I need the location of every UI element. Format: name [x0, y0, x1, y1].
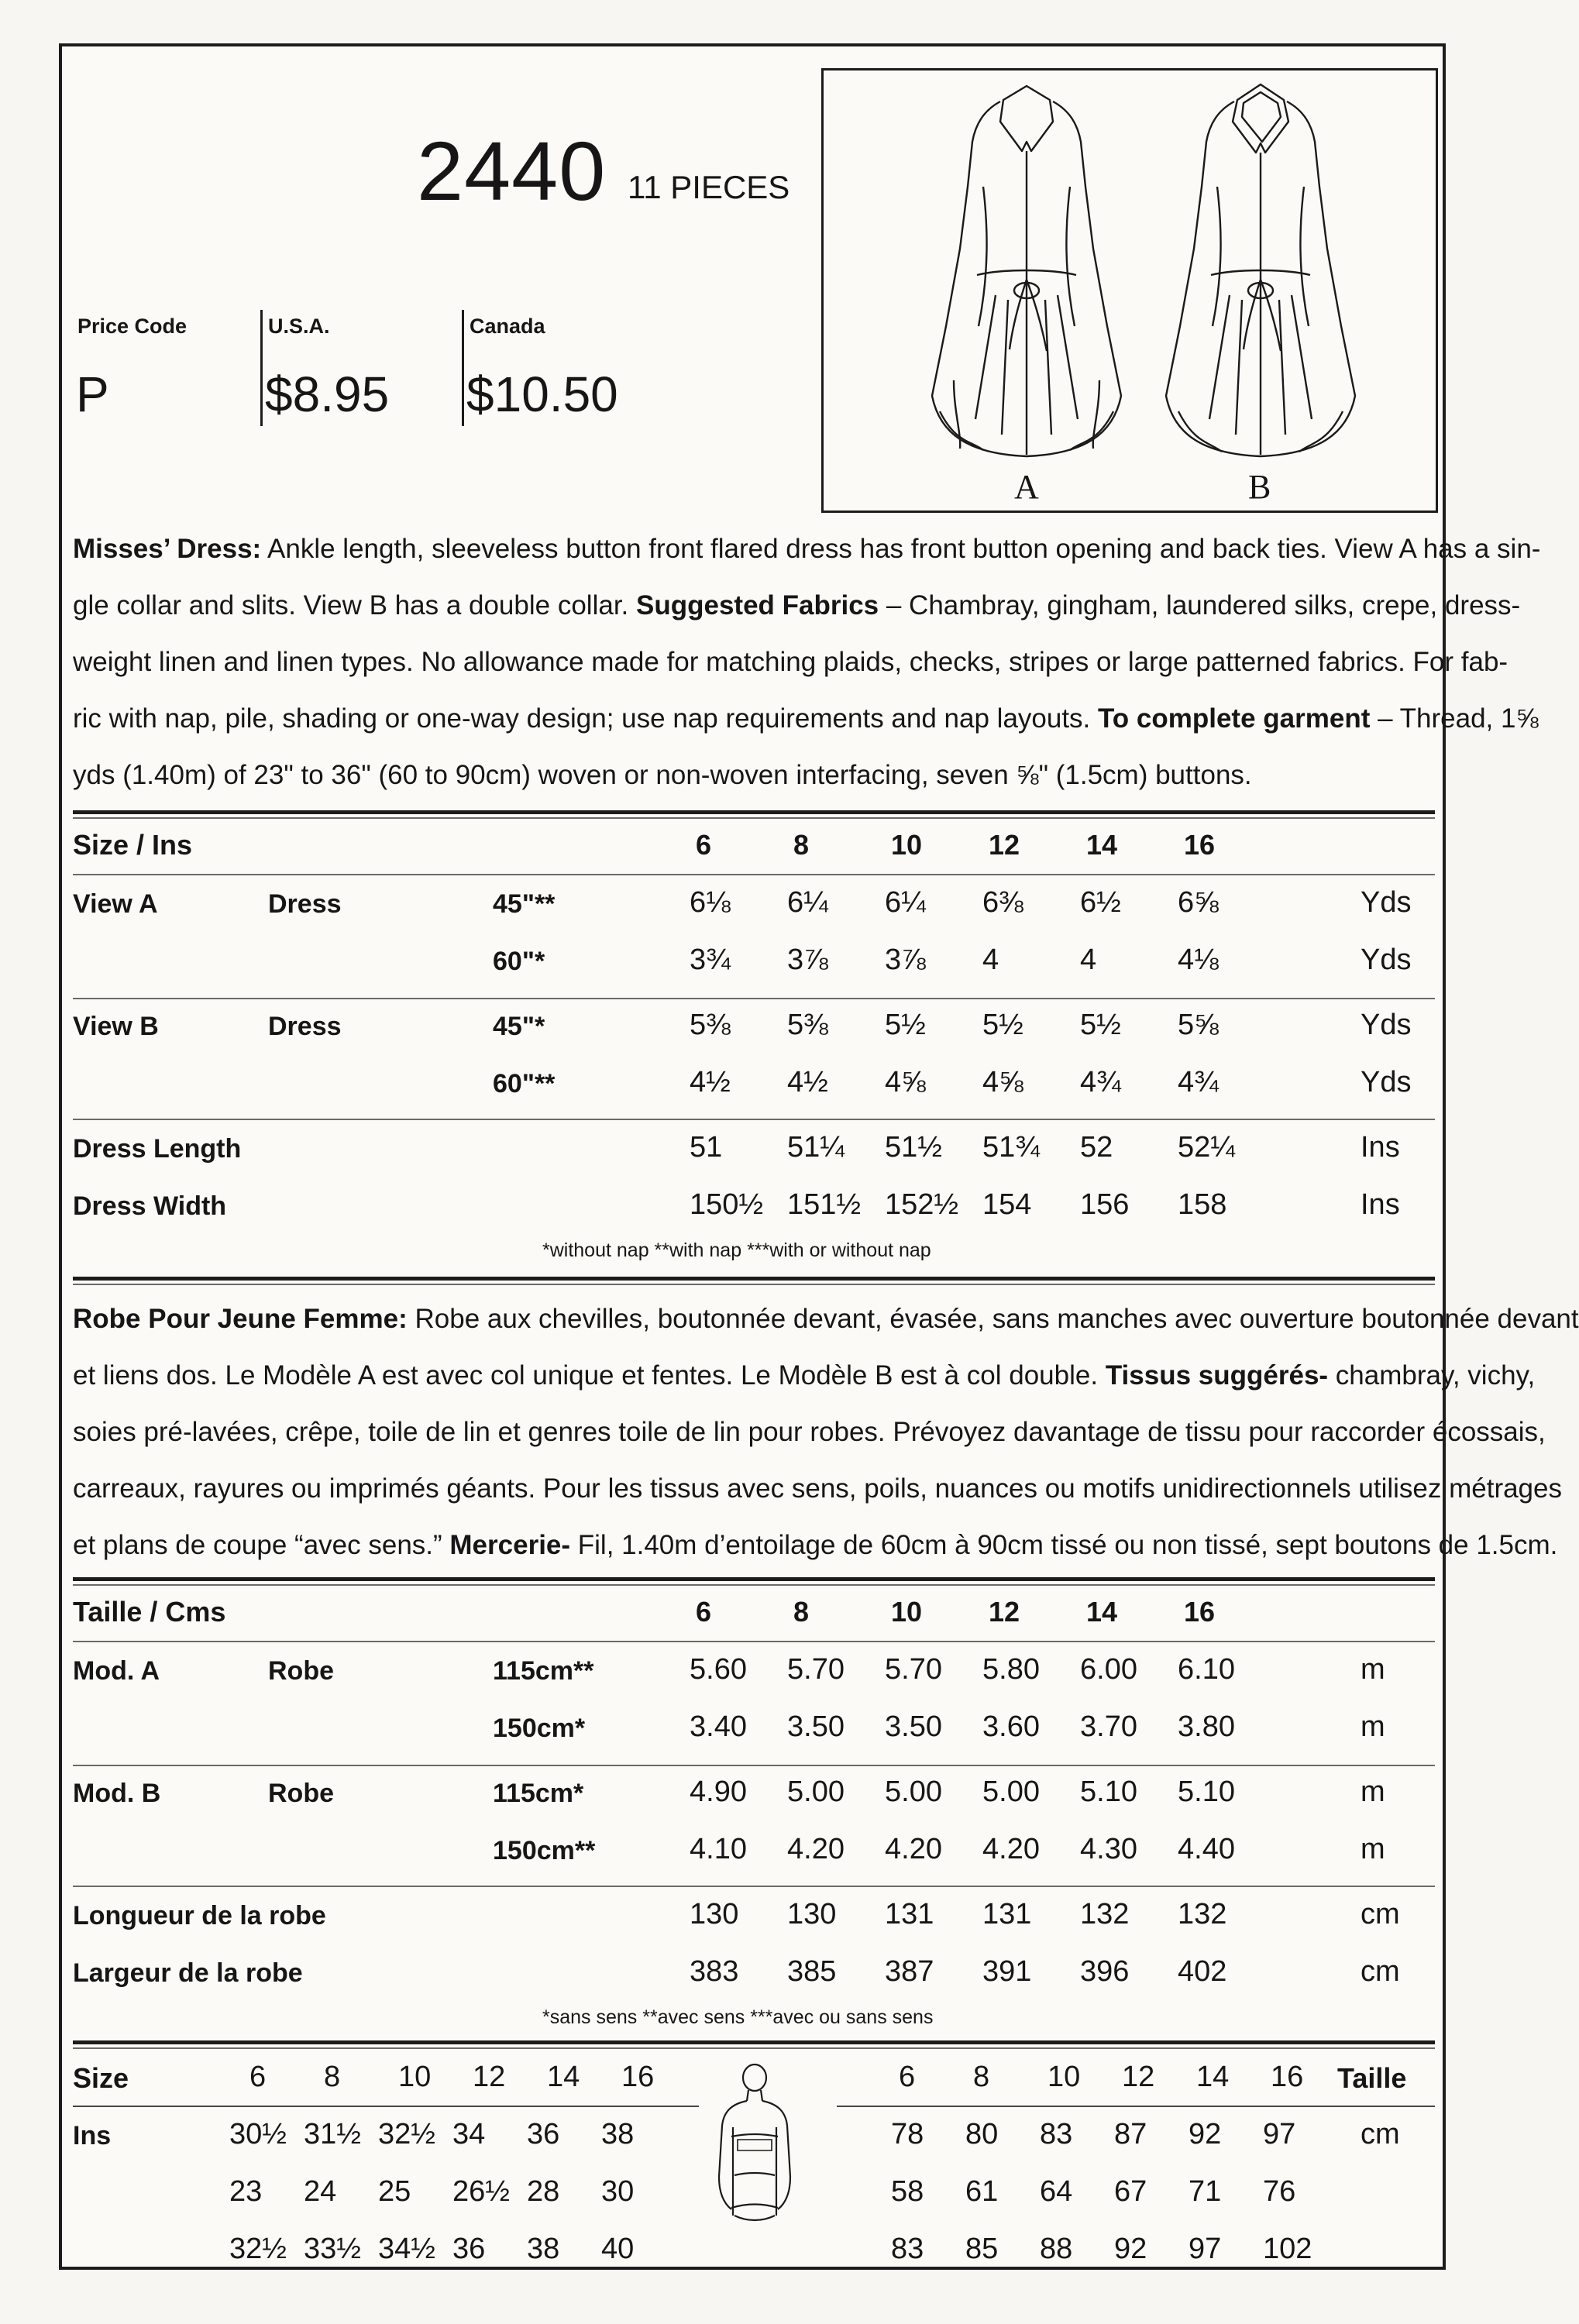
yardage-value: 5.00: [885, 1776, 942, 1808]
yardage-value: 6½: [1080, 886, 1121, 919]
french-description: [73, 1291, 1579, 1573]
size-column-header: 6: [249, 2061, 267, 2093]
yardage-value: 4.20: [885, 1833, 942, 1865]
size-column-header: 16: [1184, 829, 1216, 861]
fabric-width-label: 115cm**: [493, 1656, 594, 1686]
body-measure-value: 25: [378, 2175, 411, 2208]
body-measure-value: 40: [601, 2233, 635, 2265]
desc-bold: Robe Pour Jeune Femme:: [73, 1304, 408, 1334]
table-rule: [73, 1119, 1435, 1120]
desc-text: chambray, vichy,: [1328, 1360, 1536, 1391]
yardage-value: 5.80: [982, 1653, 1040, 1686]
desc-text: carreaux, rayures ou imprimés géants. Pour les tissus avec sens, poils, nuances ou motifs unidirectionnels utilisez métrages: [73, 1473, 1562, 1504]
measure-value: 154: [982, 1188, 1032, 1221]
nap-footnote: *without nap **with nap ***with or without nap: [542, 1239, 931, 1261]
body-measure-value: 32½: [229, 2233, 287, 2265]
yardage-value: 6.10: [1178, 1653, 1235, 1686]
unit-label: m: [1361, 1710, 1385, 1743]
yardage-value: 3.50: [885, 1710, 942, 1743]
measure-value: 152½: [885, 1188, 959, 1221]
yardage-value: 4⅛: [1178, 944, 1219, 976]
size-column-header: 6: [696, 829, 712, 861]
pattern-envelope-back: [59, 43, 1579, 2270]
garment-label: Robe: [268, 1656, 334, 1686]
yardage-value: 4.90: [690, 1776, 747, 1808]
measure-value: 51¾: [982, 1131, 1040, 1164]
yardage-value: 5½: [885, 1009, 926, 1041]
desc-line: [73, 747, 1435, 803]
desc-bold: Misses’ Dress:: [73, 534, 262, 564]
unit-label: Yds: [1361, 886, 1412, 919]
measure-value: 151½: [787, 1188, 862, 1221]
measure-value: 385: [787, 1955, 837, 1988]
body-measure-value: 38: [601, 2118, 635, 2150]
size-column-header: 8: [793, 1596, 810, 1628]
view-b-label: B: [1248, 468, 1271, 506]
size-column-header: 10: [398, 2061, 432, 2093]
desc-line: [73, 577, 1521, 634]
yardage-value: 6.00: [1080, 1653, 1137, 1686]
desc-text: et liens dos. Le Modèle A est avec col unique et fentes. Le Modèle B est à col double.: [73, 1360, 1106, 1391]
yardage-value: 3.70: [1080, 1710, 1137, 1743]
desc-text: weight linen and linen types. No allowance made for matching plaids, checks, stripes or large patterned fabrics. For fab-: [73, 647, 1508, 677]
fabric-width-label: 115cm*: [493, 1779, 584, 1808]
yardage-value: 5½: [1080, 1009, 1121, 1041]
measure-value: 131: [982, 1898, 1032, 1930]
measure-value: 131: [885, 1898, 934, 1930]
size-column-header: 6: [899, 2061, 916, 2093]
section-rule: [73, 810, 1435, 814]
price-divider: [462, 310, 464, 426]
measure-value: 383: [690, 1955, 739, 1988]
body-measure-value: 61: [965, 2175, 999, 2208]
section-rule: [73, 1277, 1435, 1281]
yardage-value: 3⅞: [787, 944, 828, 976]
nap-footnote: *sans sens **avec sens ***avec ou sans sens: [542, 2006, 934, 2028]
table-rule: [837, 2106, 1435, 2107]
fabric-width-label: 150cm**: [493, 1836, 596, 1865]
measure-value: 130: [690, 1898, 739, 1930]
size-column-header: 16: [1184, 1596, 1216, 1628]
unit-label: Yds: [1361, 1066, 1412, 1098]
table-rule: [73, 998, 1435, 999]
yardage-value: 4.10: [690, 1833, 747, 1865]
size-column-header: 10: [891, 1596, 923, 1628]
measure-value: 150½: [690, 1188, 764, 1221]
size-column-header: 16: [1271, 2061, 1304, 2093]
desc-line: [73, 521, 1541, 577]
usa-label: U.S.A.: [268, 315, 330, 338]
body-measure-value: 32½: [378, 2118, 435, 2150]
desc-bold: Tissus suggérés-: [1105, 1360, 1329, 1391]
yardage-value: 4½: [787, 1066, 828, 1098]
body-measure-value: 36: [452, 2233, 486, 2265]
body-measure-value: 34: [452, 2118, 486, 2150]
desc-text: soies pré-lavées, crêpe, toile de lin et genres toile de lin pour robes. Prévoyez davantage de tissu pour raccorder écossais,: [73, 1417, 1546, 1447]
desc-text: gle collar and slits. View B has a double collar.: [73, 590, 636, 621]
body-measure-value: 28: [527, 2175, 560, 2208]
measure-value: 396: [1080, 1955, 1130, 1988]
yardage-value: 4.30: [1080, 1833, 1137, 1865]
yardage-value: 5.00: [787, 1776, 845, 1808]
body-measure-value: 83: [1040, 2118, 1073, 2150]
yardage-value: 5.70: [885, 1653, 942, 1686]
body-measure-value: 83: [891, 2233, 924, 2265]
view-label: View A: [73, 889, 158, 919]
yardage-value: 3.40: [690, 1710, 747, 1743]
yardage-value: 6¼: [787, 886, 828, 919]
canada-label: Canada: [470, 315, 545, 338]
yardage-value: 4½: [690, 1066, 731, 1098]
measure-value: 158: [1178, 1188, 1227, 1221]
body-measure-value: 24: [304, 2175, 337, 2208]
yardage-value: 5.00: [982, 1776, 1040, 1808]
body-measure-value: 36: [527, 2118, 560, 2150]
unit-label: cm: [1361, 1955, 1400, 1988]
size-header-label: Size / Ins: [73, 829, 193, 861]
dress-view-a-drawing: [932, 86, 1121, 456]
body-measure-value: 85: [965, 2233, 999, 2265]
desc-line: [73, 1347, 1536, 1404]
measure-value: 391: [982, 1955, 1032, 1988]
section-rule: [73, 1584, 1435, 1586]
yardage-value: 3.50: [787, 1710, 845, 1743]
body-measure-value: 97: [1189, 2233, 1222, 2265]
garment-label: Robe: [268, 1779, 334, 1808]
usa-price: $8.95: [265, 366, 390, 422]
unit-label: m: [1361, 1833, 1385, 1865]
yardage-value: 4¾: [1080, 1066, 1121, 1098]
body-measure-value: 71: [1189, 2175, 1222, 2208]
unit-label: Yds: [1361, 944, 1412, 976]
unit-label: Yds: [1361, 1009, 1412, 1041]
view-label: Mod. A: [73, 1656, 160, 1686]
size-column-header: 10: [1048, 2061, 1081, 2093]
measure-value: 132: [1080, 1898, 1130, 1930]
size-column-header: 14: [547, 2061, 580, 2093]
measure-value: 51: [690, 1131, 723, 1164]
size-column-header: 14: [1086, 829, 1118, 861]
pattern-number: 2440: [417, 124, 607, 218]
yardage-value: 5.10: [1178, 1776, 1235, 1808]
size-column-header: 8: [793, 829, 810, 861]
yardage-value: 4⅝: [982, 1066, 1023, 1098]
measure-label: Longueur de la robe: [73, 1901, 326, 1930]
yardage-value: 5⅜: [690, 1009, 731, 1041]
dress-views-illustration: [824, 70, 1440, 515]
yardage-value: 5.70: [787, 1653, 845, 1686]
yardage-value: 3¾: [690, 944, 731, 976]
body-measure-value: 64: [1040, 2175, 1073, 2208]
size-header-label: Taille: [1337, 2062, 1407, 2094]
measure-value: 132: [1178, 1898, 1227, 1930]
measure-value: 156: [1080, 1188, 1130, 1221]
table-rule: [73, 1641, 1435, 1642]
unit-label: cm: [1361, 2118, 1400, 2150]
size-column-header: 8: [324, 2061, 341, 2093]
garment-label: Dress: [268, 889, 342, 919]
body-measure-value: 58: [891, 2175, 924, 2208]
body-measure-value: 92: [1189, 2118, 1222, 2150]
size-column-header: 12: [1122, 2061, 1155, 2093]
section-rule: [73, 1577, 1435, 1581]
canada-price: $10.50: [466, 366, 618, 422]
measure-label: Dress Length: [73, 1134, 242, 1164]
desc-text: et plans de coupe “avec sens.”: [73, 1530, 450, 1560]
section-rule: [73, 2047, 1435, 2049]
yardage-value: 5⅝: [1178, 1009, 1219, 1041]
desc-line: [73, 634, 1508, 690]
body-measure-value: 38: [527, 2233, 560, 2265]
body-measure-value: 92: [1114, 2233, 1147, 2265]
yardage-value: 5½: [982, 1009, 1023, 1041]
size-header-label: Size: [73, 2062, 129, 2094]
dress-view-b-drawing: [1166, 84, 1355, 456]
size-column-header: 10: [891, 829, 923, 861]
measure-value: 51¼: [787, 1131, 845, 1164]
table-rule: [73, 1886, 1435, 1887]
body-measure-value: 30: [601, 2175, 635, 2208]
body-measure-value: 80: [965, 2118, 999, 2150]
body-measure-value: 102: [1263, 2233, 1312, 2265]
measure-label: Dress Width: [73, 1191, 227, 1221]
body-figure-icon: [708, 2061, 801, 2231]
measure-value: 402: [1178, 1955, 1227, 1988]
body-measure-value: 87: [1114, 2118, 1147, 2150]
desc-text: – Thread, 1⅝: [1370, 703, 1539, 734]
desc-bold: Suggested Fabrics: [636, 590, 879, 621]
garment-label: Dress: [268, 1012, 342, 1041]
desc-text: Ankle length, sleeveless button front flared dress has front button opening and back ties. View A has a sin-: [261, 534, 1541, 564]
table-rule: [73, 874, 1435, 875]
measure-label: Largeur de la robe: [73, 1958, 303, 1988]
size-column-header: 14: [1086, 1596, 1118, 1628]
yardage-value: 4: [982, 944, 999, 976]
view-label: Mod. B: [73, 1779, 161, 1808]
fabric-width-label: 45"*: [493, 1012, 545, 1041]
yardage-value: 5.60: [690, 1653, 747, 1686]
section-rule: [73, 1284, 1435, 1285]
price-divider: [260, 310, 263, 426]
size-column-header: 16: [621, 2061, 655, 2093]
yardage-value: 3.80: [1178, 1710, 1235, 1743]
size-column-header: 8: [973, 2061, 990, 2093]
body-measure-value: 33½: [304, 2233, 361, 2265]
yardage-value: 6⅛: [690, 886, 731, 919]
yardage-value: 4.20: [787, 1833, 845, 1865]
unit-label: Ins: [1361, 1131, 1400, 1164]
view-a-label: A: [1014, 468, 1039, 506]
desc-line: [73, 690, 1539, 747]
yardage-value: 5⅜: [787, 1009, 828, 1041]
body-measure-value: 76: [1263, 2175, 1296, 2208]
measure-value: 387: [885, 1955, 934, 1988]
measure-value: 52: [1080, 1131, 1113, 1164]
desc-line: [73, 1460, 1562, 1517]
yardage-value: 3.60: [982, 1710, 1040, 1743]
price-code: P: [76, 366, 109, 422]
yardage-value: 4⅝: [885, 1066, 926, 1098]
yardage-value: 6¼: [885, 886, 926, 919]
body-measure-value: 67: [1114, 2175, 1147, 2208]
section-rule: [73, 2040, 1435, 2044]
yardage-value: 4: [1080, 944, 1097, 976]
desc-bold: Mercerie-: [449, 1530, 571, 1560]
desc-text: ric with nap, pile, shading or one-way design; use nap requirements and nap layouts.: [73, 703, 1099, 734]
yardage-value: 4.20: [982, 1833, 1040, 1865]
size-column-header: 12: [989, 829, 1020, 861]
unit-label: m: [1361, 1653, 1385, 1686]
dress-illustration-panel: [821, 68, 1438, 513]
section-rule: [73, 817, 1435, 819]
fabric-width-label: 45"**: [493, 889, 556, 919]
fabric-width-label: 150cm*: [493, 1714, 586, 1743]
piece-count: 11 PIECES: [628, 169, 790, 205]
yardage-value: 4¾: [1178, 1066, 1219, 1098]
measure-value: 51½: [885, 1131, 942, 1164]
desc-bold: To complete garment: [1098, 703, 1371, 734]
desc-text: – Chambray, gingham, laundered silks, crepe, dress-: [879, 590, 1521, 621]
size-column-header: 14: [1196, 2061, 1230, 2093]
body-measure-value: 78: [891, 2118, 924, 2150]
view-label: View B: [73, 1012, 159, 1041]
desc-text: yds (1.40m) of 23" to 36" (60 to 90cm) woven or non-woven interfacing, seven ⅝" (1.5cm) buttons.: [73, 760, 1252, 790]
size-header-label: Taille / Cms: [73, 1596, 226, 1628]
measure-value: 52¼: [1178, 1131, 1235, 1164]
unit-label: Ins: [1361, 1188, 1400, 1221]
yardage-value: 3⅞: [885, 944, 926, 976]
desc-line: [73, 1404, 1546, 1460]
fabric-width-label: 60"*: [493, 947, 545, 976]
english-description: [73, 521, 1541, 803]
body-measure-value: 23: [229, 2175, 263, 2208]
body-measure-value: 34½: [378, 2233, 435, 2265]
yardage-value: 4.40: [1178, 1833, 1235, 1865]
body-measure-value: 88: [1040, 2233, 1073, 2265]
size-column-header: 6: [696, 1596, 712, 1628]
body-measure-value: 31½: [304, 2118, 361, 2150]
body-measure-value: 30½: [229, 2118, 287, 2150]
unit-label: cm: [1361, 1898, 1400, 1930]
yardage-value: 5.10: [1080, 1776, 1137, 1808]
body-measure-value: 26½: [452, 2175, 510, 2208]
yardage-value: 6⅜: [982, 886, 1023, 919]
unit-label: Ins: [73, 2121, 112, 2150]
desc-line: [73, 1291, 1579, 1347]
unit-label: m: [1361, 1776, 1385, 1808]
table-rule: [73, 2106, 699, 2107]
desc-text: Fil, 1.40m d’entoilage de 60cm à 90cm tissé ou non tissé, sept boutons de 1.5cm.: [570, 1530, 1558, 1560]
desc-line: [73, 1517, 1558, 1573]
desc-text: Robe aux chevilles, boutonnée devant, évasée, sans manches avec ouverture boutonnée devant: [407, 1304, 1579, 1334]
price-code-label: Price Code: [77, 315, 187, 338]
yardage-value: 6⅝: [1178, 886, 1219, 919]
measure-value: 130: [787, 1898, 837, 1930]
fabric-width-label: 60"**: [493, 1069, 556, 1098]
table-rule: [73, 1765, 1435, 1766]
size-column-header: 12: [473, 2061, 506, 2093]
size-column-header: 12: [989, 1596, 1020, 1628]
body-measure-value: 97: [1263, 2118, 1296, 2150]
